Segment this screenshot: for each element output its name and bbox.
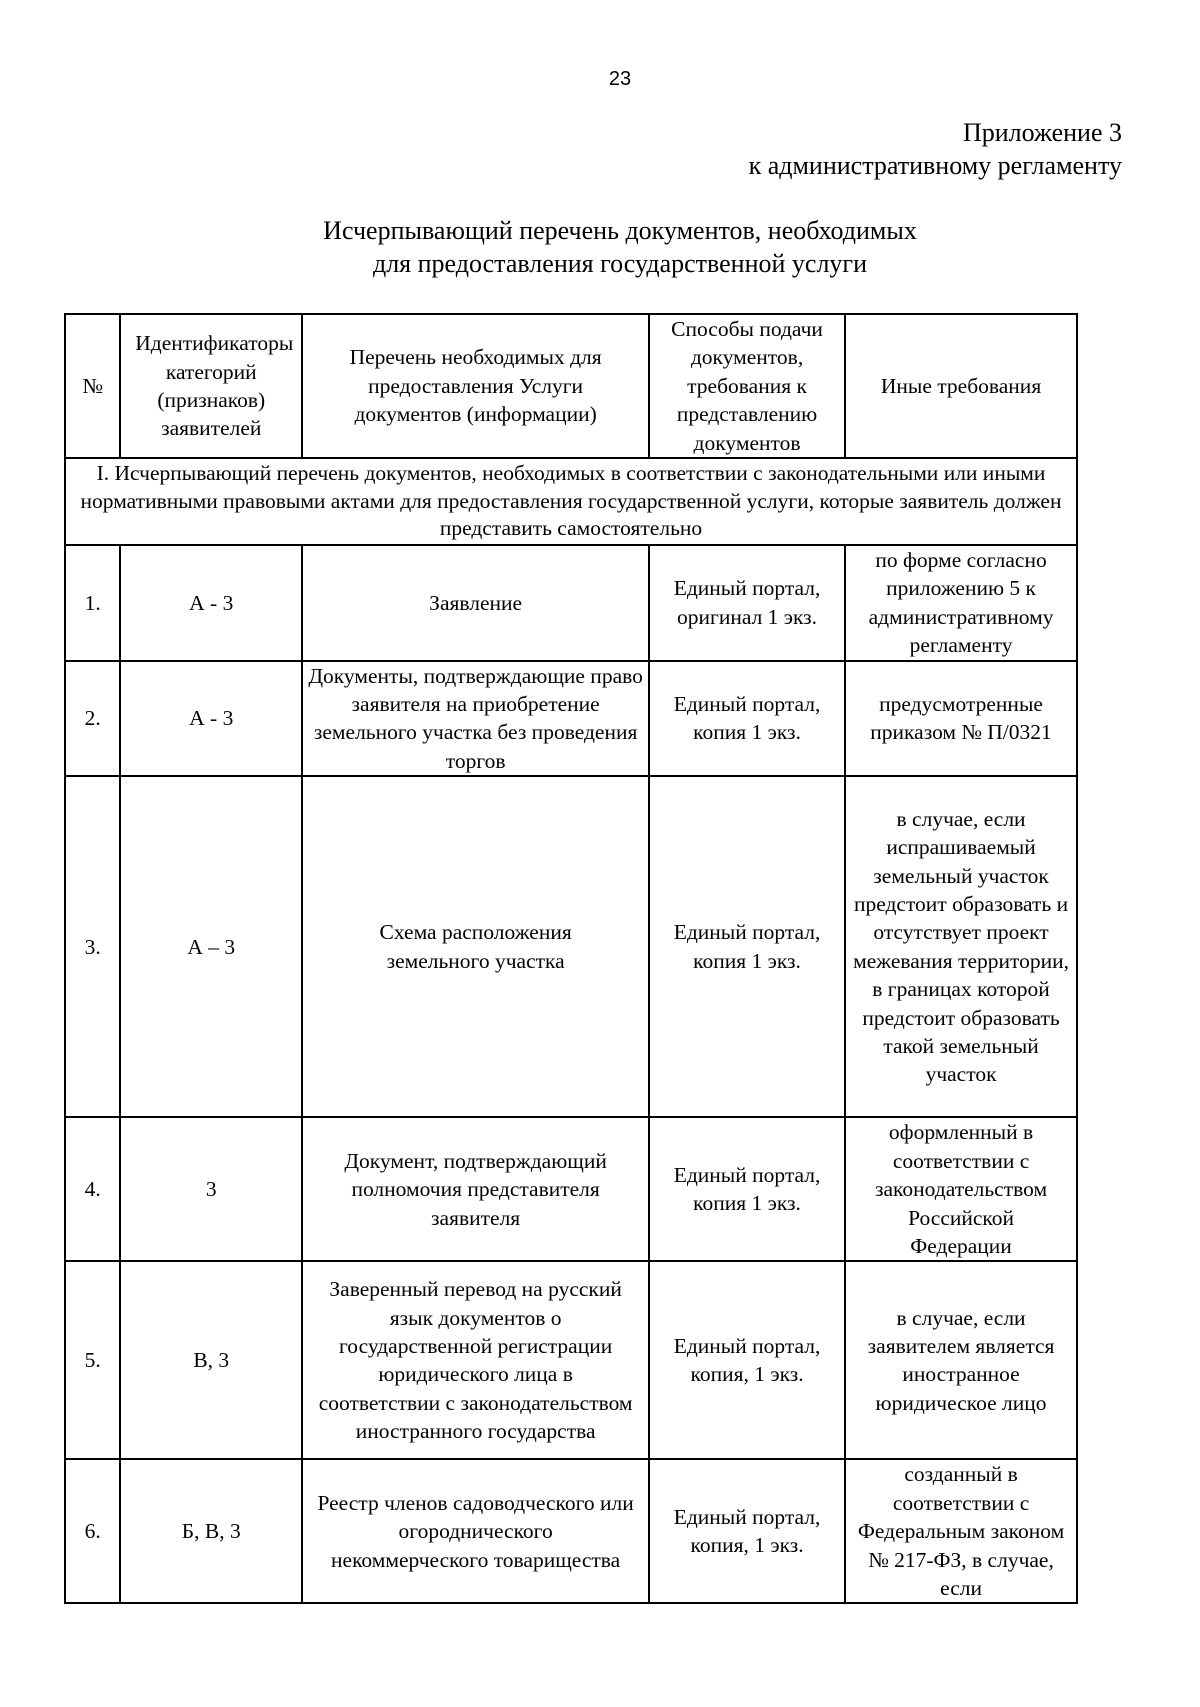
row-requirements: в случае, если заявителем является иностранное юридическое лицо: [845, 1261, 1077, 1459]
row-requirements: в случае, если испрашиваемый земельный участок предстоит образовать и отсутствует проект межевания территории, в границах которой предстоит образовать такой земельный участок: [845, 776, 1077, 1117]
table-row: [65, 545, 1077, 661]
table-row: [65, 1261, 1077, 1459]
document-title: [0, 214, 1200, 280]
row-identifier: А - 3: [120, 661, 302, 777]
title-line-1: Исчерпывающий перечень документов, необходимых: [323, 216, 917, 245]
row-method: Единый портал, копия 1 экз.: [649, 776, 845, 1117]
header-identifiers: Идентификаторы категорий (признаков) заявителей: [120, 314, 302, 458]
row-method: Единый портал, копия, 1 экз.: [649, 1459, 845, 1603]
table-row: [65, 776, 1077, 1117]
appendix-header: [749, 116, 1122, 182]
row-identifier: А - 3: [120, 545, 302, 661]
row-requirements: созданный в соответствии с Федеральным законом № 217-ФЗ, в случае, если: [845, 1459, 1077, 1603]
table-row: [65, 661, 1077, 777]
documents-table: [64, 313, 1078, 1604]
header-methods: Способы подачи документов, требования к представлению документов: [649, 314, 845, 458]
page-number: 23: [608, 68, 632, 90]
row-document: Заявление: [302, 545, 649, 661]
table-row: [65, 1117, 1077, 1261]
row-method: Единый портал, оригинал 1 экз.: [649, 545, 845, 661]
row-document: Схема расположения земельного участка: [302, 776, 649, 1117]
row-identifier: 3: [120, 1117, 302, 1261]
row-document: Документ, подтверждающий полномочия представителя заявителя: [302, 1117, 649, 1261]
header-num: №: [65, 314, 120, 458]
appendix-line-1: Приложение 3: [962, 118, 1122, 147]
header-other: Иные требования: [845, 314, 1077, 458]
section-row: [65, 458, 1077, 545]
row-method: Единый портал, копия, 1 экз.: [649, 1261, 845, 1459]
row-requirements: оформленный в соответствии с законодательством Российской Федерации: [845, 1117, 1077, 1261]
row-identifier: А – 3: [120, 776, 302, 1117]
row-number: 4.: [65, 1117, 120, 1261]
table-header-row: [65, 314, 1077, 458]
title-line-2: для предоставления государственной услуги: [372, 249, 868, 278]
row-document: Заверенный перевод на русский язык документов о государственной регистрации юридического лица в соответствии с законодательством иностранного государства: [302, 1261, 649, 1459]
section-heading: I. Исчерпывающий перечень документов, необходимых в соответствии с законодательными или иными нормативными правовыми актами для предоставления государственной услуги, которые заявитель должен представить самостоятельно: [65, 458, 1077, 545]
row-number: 3.: [65, 776, 120, 1117]
row-document: Реестр членов садоводческого или огороднического некоммерческого товарищества: [302, 1459, 649, 1603]
row-method: Единый портал, копия 1 экз.: [649, 661, 845, 777]
row-requirements: предусмотренные приказом № П/0321: [845, 661, 1077, 777]
row-number: 6.: [65, 1459, 120, 1603]
row-document: Документы, подтверждающие право заявителя на приобретение земельного участка без проведения торгов: [302, 661, 649, 777]
row-identifier: В, 3: [120, 1261, 302, 1459]
row-requirements: по форме согласно приложению 5 к административному регламенту: [845, 545, 1077, 661]
row-number: 5.: [65, 1261, 120, 1459]
row-identifier: Б, В, 3: [120, 1459, 302, 1603]
row-method: Единый портал, копия 1 экз.: [649, 1117, 845, 1261]
appendix-line-2: к административному регламенту: [748, 151, 1122, 180]
table-row: [65, 1459, 1077, 1603]
header-documents: Перечень необходимых для предоставления Услуги документов (информации): [302, 314, 649, 458]
row-number: 2.: [65, 661, 120, 777]
row-number: 1.: [65, 545, 120, 661]
